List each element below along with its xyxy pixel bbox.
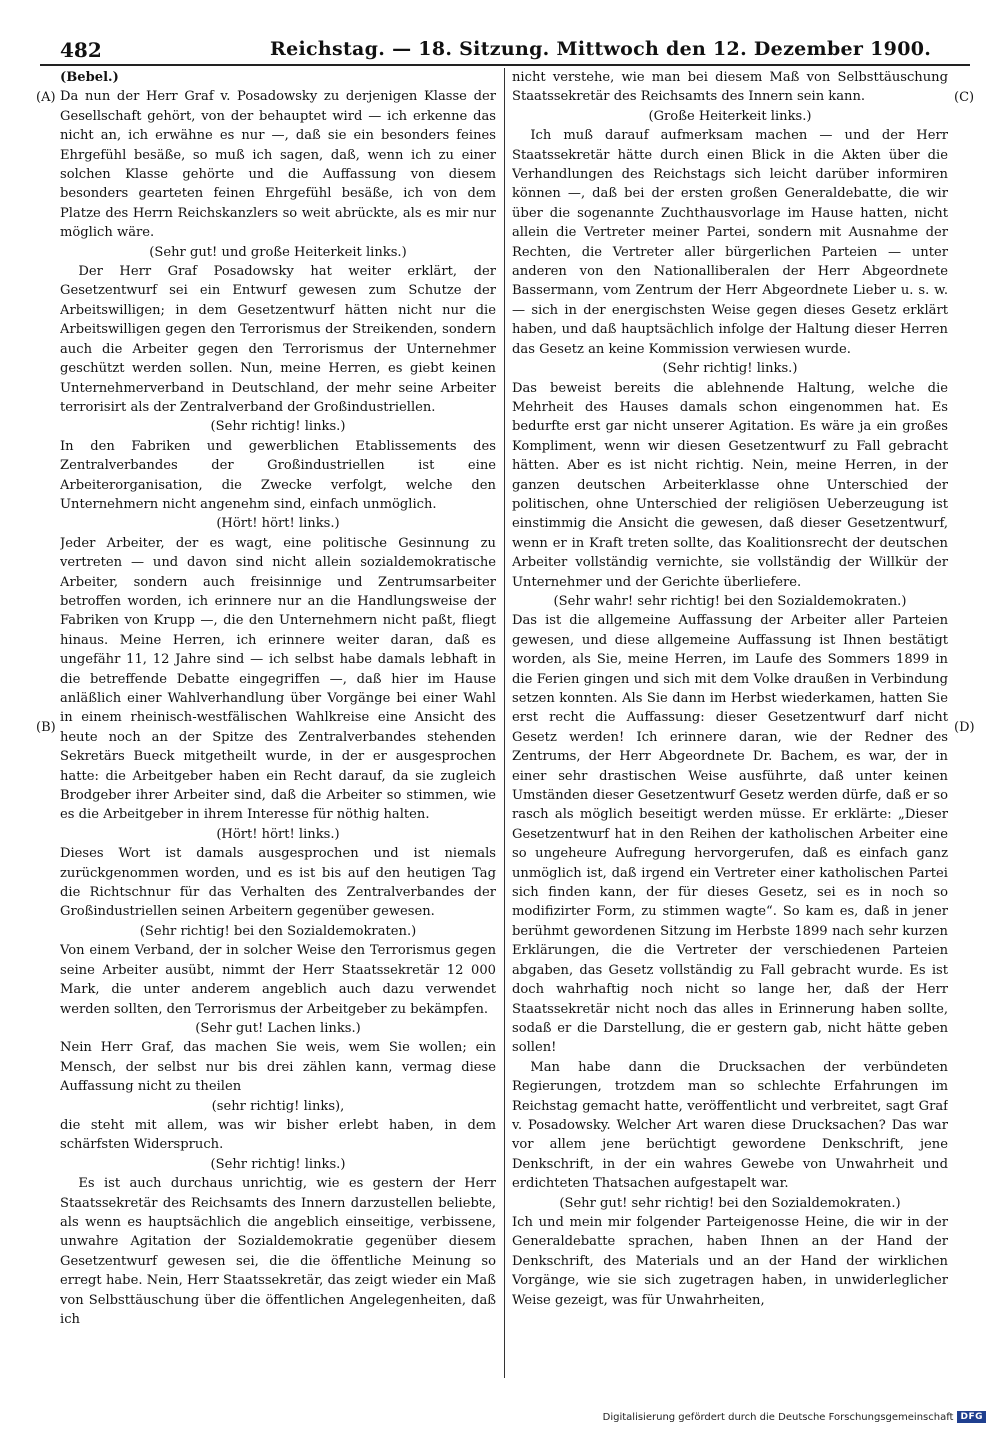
paragraph: Man habe dann die Drucksachen der verbündeten Regierungen, trotzdem man so schlechte Erfahrungen im Reichstag gemacht hatte, veröffentlicht und verbreitet, sagt Graf v. Posadowsky. Welcher Art waren diese Drucksachen? Das war vor allem jene berüchtigt gewordene Denkschrift, jene Denkschrift, in der ein wahres Gewebe von Unwahrheit und erdichteten Thatsachen aufgestapelt war. — [512, 1059, 948, 1192]
paragraph: Jeder Arbeiter, der es wagt, eine politische Gesinnung zu vertreten — und davon sind nicht allein sozialdemokratische Arbeiter, sondern auch freisinnige und Zentrumsarbeiter betroffen worden, ich erinnere nur an die Handlungsweise der Fabriken von Krupp —, die den Unternehmern nicht paßt, fliegt hinaus. Meine Herren, ich erinnere weiter daran, daß es ungefähr 11, 12 Jahre sind — ich selbst habe damals lebhaft in die betreffende Debatte eingegriffen —, daß hier im Hause anläßlich einer Wahlverhandlung über Vorgänge bei einer Wahl in einem rheinisch-westfälischen Wahlkreise eine Ansicht des heute noch an der Spitze des Zentralverbandes stehenden Sekretärs Bueck mitgetheilt wurde, in der er ausgesprochen hatte: die Arbeitgeber haben ein Recht darauf, da sie zugleich Brodgeber ihrer Arbeiter sind, daß die Arbeiter so stimmen, wie es die Arbeitgeber in ihrem Interesse für nöthig halten. — [60, 535, 496, 823]
running-head: Reichstag. — 18. Sitzung. Mittwoch den 12. Dezember 1900. — [270, 38, 932, 60]
paragraph: die steht mit allem, was wir bisher erlebt haben, in dem schärfsten Widerspruch. — [60, 1117, 496, 1153]
interjection: (Große Heiterkeit links.) — [648, 108, 812, 124]
paragraph: Dieses Wort ist damals ausgesprochen und ist niemals zurückgenommen worden, und es ist bis auf den heutigen Tag die Richtschnur für das Verhalten des Zentralverbandes der Großindustriellen seinen Arbeitern gegenüber gewesen. — [60, 846, 496, 920]
interjection: (Sehr richtig! links.) — [662, 361, 798, 377]
left-column — [60, 68, 496, 1378]
right-column — [512, 68, 948, 1378]
margin-label-d: (D) — [954, 720, 975, 735]
digitization-credit — [603, 1411, 986, 1423]
paragraph: Das ist die allgemeine Auffassung der Arbeiter aller Parteien gewesen, und diese allgemeine Auffassung ist Ihnen bestätigt worden, als Sie, meine Herren, im Laufe des Sommers 1899 in die Ferien gingen und sich mit dem Volke draußen in Verbindung setzen konnten. Als Sie dann im Herbst wiederkamen, hatten Sie erst recht die Auffassung: dieser Gesetzentwurf darf nicht Gesetz werden! Ich erinnere daran, wie der Redner des Zentrums, der Herr Abgeordnete Dr. Bachem, es war, der in einer sehr drastischen Weise ausführte, daß unter keinen Umständen dieser Gesetzentwurf Gesetz werden dürfe, daß er so rasch als möglich beseitigt werden müsse. Er erklärte: „Dieser Gesetzentwurf hat in den Reihen der katholischen Arbeiter eine so ungeheure Aufregung hervorgerufen, daß es einfach ganz unmöglich ist, daß irgend ein Vertreter einer katholischen Partei sich finden kann, der für dieses Gesetz, sei es in noch so modifizirter Form, zu stimmen wagte“. So kam es, daß in jener berühmt gewordenen Sitzung im Herbste 1899 nach sehr kurzen Erklärungen, die die Vertreter der verschiedenen Parteien abgaben, das Gesetz vollständig zu Fall gebracht wurde. Es ist doch wahrhaftig noch nicht so lange her, daß der Herr Staatssekretär nicht noch das alles in Erinnerung haben sollte, sodaß er die Darstellung, die er gestern gab, nicht hätte geben sollen! — [512, 613, 948, 1056]
interjection: (Sehr richtig! bei den Sozialdemokraten.) — [139, 923, 417, 939]
paragraph: Ich und mein mir folgender Parteigenosse Heine, die wir in der Generaldebatte sprachen, haben Ihnen an der Hand der Denkschrift, des Materials und an der Hand der wirklichen Vorgänge, wie sie sich zugetragen haben, in unwiderleglicher Weise gezeigt, was für Unwahrheiten, — [512, 1214, 948, 1308]
margin-label-a: (A) — [36, 90, 56, 105]
credit-text: Digitalisierung gefördert durch die Deutsche Forschungsgemeinschaft — [602, 1411, 954, 1423]
page-header — [40, 34, 970, 66]
margin-label-c: (C) — [954, 90, 975, 105]
interjection: (Sehr richtig! links.) — [210, 419, 346, 435]
interjection: (Sehr gut! Lachen links.) — [195, 1020, 361, 1036]
page-number: 482 — [60, 38, 102, 62]
interjection: (Sehr richtig! links.) — [210, 1156, 346, 1172]
speaker-name: (Bebel.) — [60, 70, 119, 85]
paragraph: Von einem Verband, der in solcher Weise den Terrorismus gegen seine Arbeiter ausübt, nimmt der Herr Staatssekretär 12 000 Mark, die unter anderem angeblich auch dazu verwendet werden sollten, den Terrorismus der Arbeitgeber zu bekämpfen. — [60, 943, 496, 1017]
dfg-logo: DFG — [957, 1411, 986, 1423]
interjection: (Hört! hört! links.) — [216, 826, 340, 842]
paragraph: Das beweist bereits die ablehnende Haltung, welche die Mehrheit des Hauses damals schon eingenommen hat. Es bedurfte erst gar nicht unserer Agitation. Es wäre ja ein großes Kompliment, wenn wir diesen Gesetzentwurf zu Fall gebracht hätten. Aber es ist nicht richtig. Nein, meine Herren, in der ganzen deutschen Arbeiterklasse ohne Unterschied der politischen, ohne Unterschied der religiösen Ueberzeugung ist einstimmig die Ansicht die gewesen, daß dieser Gesetzentwurf, wenn er in Kraft treten sollte, das Koalitionsrecht der deutschen Arbeiter vollständig vernichte, sie vollständig der Willkür der Unternehmer und der Gerichte überliefere. — [512, 380, 948, 590]
paragraph: Ich muß darauf aufmerksam machen — und der Herr Staatssekretär hätte durch einen Blick in die Akten über die Verhandlungen des Reichstags sich leicht darüber informiren können —, daß bei der ersten großen Generaldebatte, die wir über die sogenannte Zuchthausvorlage im Hause hatten, nicht allein die Vertreter meiner Partei, sondern mit Ausnahme der Rechten, die Vertreter aller bürgerlichen Parteien — unter anderen von den Nationalliberalen der Herr Abgeordnete Bassermann, vom Zentrum der Herr Abgeordnete Lieber u. s. w. — sich in der energischsten Weise gegen dieses Gesetz erklärt haben, und daß hauptsächlich infolge der Haltung dieser Herren das Gesetz an keine Kommission verwiesen wurde. — [512, 128, 948, 357]
interjection: (Hört! hört! links.) — [216, 516, 340, 532]
paragraph: Der Herr Graf Posadowsky hat weiter erklärt, der Gesetzentwurf sei ein Entwurf gewesen zum Schutze der Arbeitswilligen; in dem Gesetzentwurf hätten nicht nur die Arbeitswilligen gegen den Terrorismus der Streikenden, sondern auch die Arbeiter gegen den Terrorismus der Unternehmer geschützt werden sollen. Nun, meine Herren, es giebt keinen Unternehmerverband in Deutschland, der mehr seine Arbeiter terrorisirt als der Zentralverband der Großindustriellen. — [60, 264, 496, 415]
paragraph: In den Fabriken und gewerblichen Etablissements des Zentralverbandes der Großindustriellen ist eine Arbeiterorganisation, die Zwecke verfolgt, welche den Unternehmern nicht angenehm sind, einfach unmöglich. — [60, 438, 496, 512]
paragraph: Es ist auch durchaus unrichtig, wie es gestern der Herr Staatssekretär des Reichsamts des Innern darzustellen beliebte, als wenn es hauptsächlich die angeblich einseitige, verbissene, unwahre Agitation der Sozialdemokratie gegenüber diesem Gesetzentwurf gewesen sei, die die öffentliche Meinung so erregt habe. Nein, Herr Staatssekretär, das zeigt wieder ein Maß von Selbsttäuschung über die öffentlichen Angelegenheiten, daß ich — [60, 1176, 496, 1327]
margin-label-b: (B) — [36, 720, 56, 735]
paragraph: Nein Herr Graf, das machen Sie weis, wem Sie wollen; ein Mensch, der selbst nur bis drei zählen kann, vermag diese Auffassung nicht zu theilen — [60, 1040, 496, 1095]
interjection: (Sehr gut! und große Heiterkeit links.) — [149, 244, 407, 260]
column-divider — [504, 68, 505, 1378]
interjection: (sehr richtig! links), — [211, 1098, 345, 1114]
paragraph: Da nun der Herr Graf v. Posadowsky zu derjenigen Klasse der Gesellschaft gehört, von der behauptet wird — ich erkenne das nicht an, ich erwähne es nur —, daß sie ein besonders feines Ehrgefühl besäße, so muß ich sagen, daß, wenn ich zu einer solchen Klasse gehörte und die Auffassung von diesem besonders gearteten feinen Ehrgefühl besäße, ich von dem Platze des Herrn Reichskanzlers so weit abrückte, als es mir nur möglich wäre. — [60, 89, 496, 241]
paragraph: nicht verstehe, wie man bei diesem Maß von Selbsttäuschung Staatssekretär des Reichsamts des Innern sein kann. — [512, 70, 948, 105]
interjection: (Sehr wahr! sehr richtig! bei den Sozialdemokraten.) — [553, 593, 907, 609]
interjection: (Sehr gut! sehr richtig! bei den Sozialdemokraten.) — [559, 1195, 901, 1211]
